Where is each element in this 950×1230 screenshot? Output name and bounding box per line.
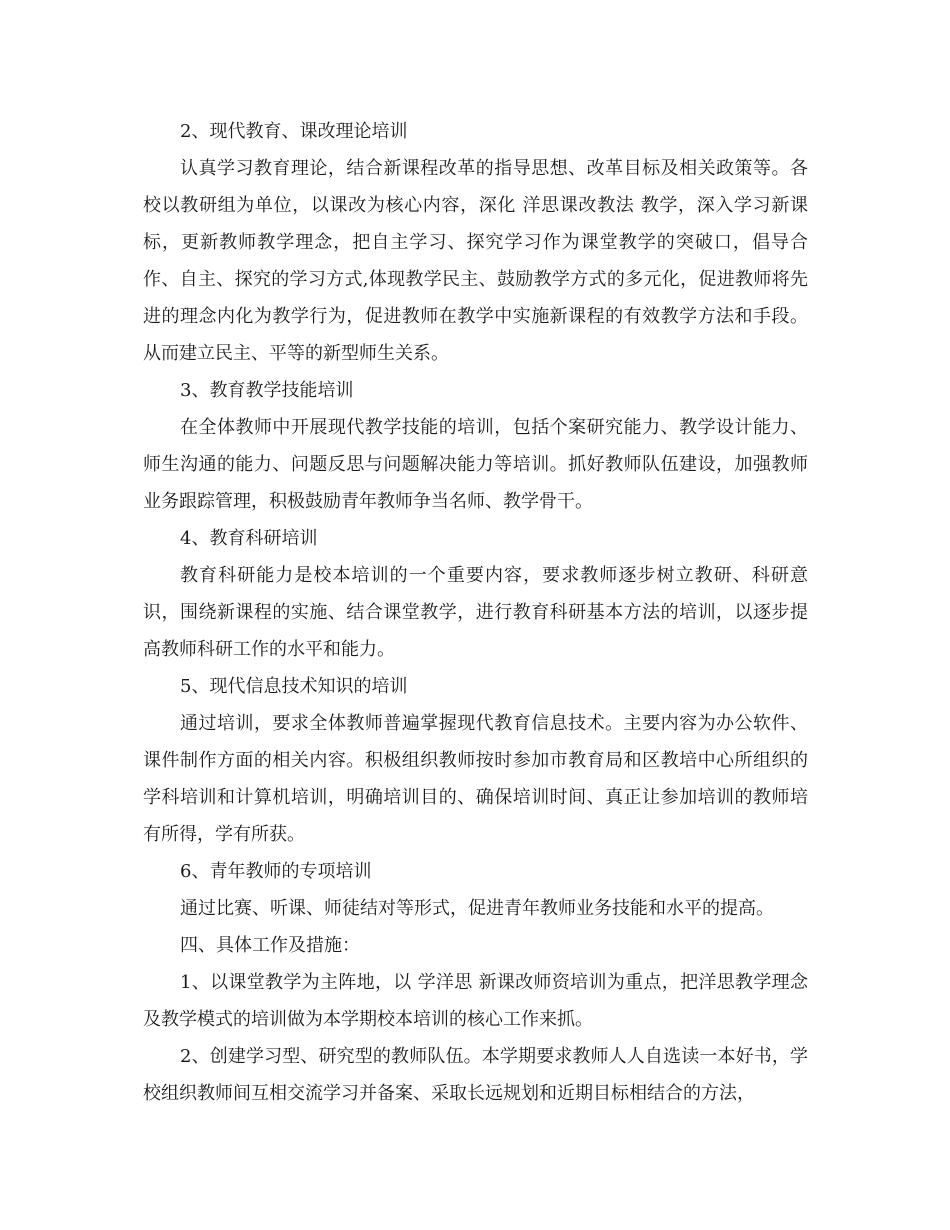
section-heading: 四、具体工作及措施： <box>180 935 360 956</box>
section-heading: 5、现代信息技术知识的培训 <box>180 676 408 697</box>
body-paragraph: 在全体教师中开展现代教学技能的培训，包括个案研究能力、教学设计能力、师生沟通的能力、问题反思与问题解决能力等培训。抓好教师队伍建设，加强教师业务跟踪管理，积极鼓励青年教师争当名师、教学骨干。 <box>143 417 808 512</box>
section-heading: 4、教育科研培训 <box>180 528 318 549</box>
section-heading: 3、教育教学技能培训 <box>180 380 354 401</box>
body-paragraph: 1、以课堂教学为主阵地，以 学洋思 新课改师资培训为重点，把洋思教学理念及教学模式的培训做为本学期校本培训的核心工作来抓。 <box>143 972 808 1030</box>
section-heading: 6、青年教师的专项培训 <box>180 861 372 882</box>
body-paragraph: 教育科研能力是校本培训的一个重要内容，要求教师逐步树立教研、科研意识，围绕新课程的实施、结合课堂教学，进行教育科研基本方法的培训，以逐步提高教师科研工作的水平和能力。 <box>143 565 808 660</box>
body-paragraph: 认真学习教育理论，结合新课程改革的指导思想、改革目标及相关政策等。各校以教研组为单位，以课改为核心内容，深化 洋思课改教法 教学，深入学习新课标，更新教师教学理念，把自主学习、探究学习作为课堂教学的突破口，倡导合作、自主、探究的学习方式,体现教学民主、鼓励教学方式的多元化，促进教师将先进的理念内化为教学行为，促进教师在教学中实施新课程的有效教学方法和手段。从而建立民主、平等的新型师生关系。 <box>143 158 808 364</box>
body-paragraph: 通过培训，要求全体教师普遍掌握现代教育信息技术。主要内容为办公软件、课件制作方面的相关内容。积极组织教师按时参加市教育局和区教培中心所组织的学科培训和计算机培训，明确培训目的、确保培训时间、真正让参加培训的教师培有所得，学有所获。 <box>143 713 808 845</box>
body-paragraph: 2、创建学习型、研究型的教师队伍。本学期要求教师人人自选读一本好书，学校组织教师间互相交流学习并备案、采取长远规划和近期目标相结合的方法， <box>143 1046 808 1104</box>
document-body <box>143 113 808 1112</box>
section-heading: 2、现代教育、课改理论培训 <box>180 121 408 142</box>
body-paragraph: 通过比赛、听课、师徒结对等形式，促进青年教师业务技能和水平的提高。 <box>180 898 774 919</box>
